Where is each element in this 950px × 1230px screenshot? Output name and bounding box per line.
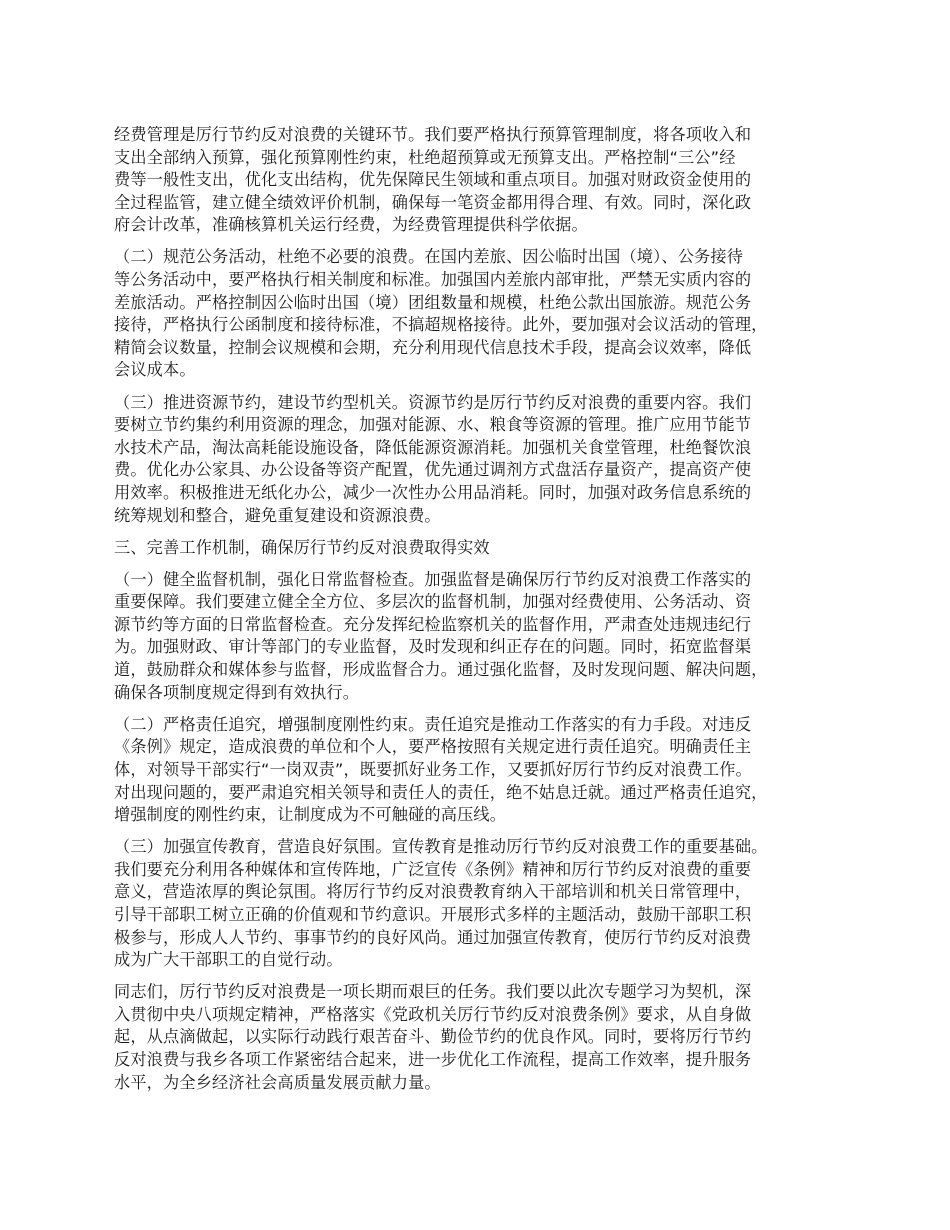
section-heading-work-mechanism: 三、完善工作机制，确保厉行节约反对浪费取得实效 <box>114 537 490 557</box>
paragraph-official-activities: （二）规范公务活动，杜绝不必要的浪费。在国内差旅、因公临时出国（境）、公务接待 等公务活动中，要严格执行相关制度和标准。加强国内差旅内部审批，严禁无实质内容的 差旅活动。严格控制因公临时出国（境）团组数量和规模，杜绝公款出国旅游。规范公务 接待，严格执行公函制度和接待标准，不搞超规格接待。此外，要加强对会议活动的管理， 精简会议数量，控制会议规模和会期，充分利用现代信息技术手段，提高会议效率，降低 会议成本。 <box>114 247 768 380</box>
document-body <box>114 124 854 1104</box>
paragraph-funds-management: 经费管理是厉行节约反对浪费的关键环节。我们要严格执行预算管理制度，将各项收入和 支出全部纳入预算，强化预算刚性约束，杜绝超预算或无预算支出。严格控制“三公”经 费等一般性支出，优化支出结构，优先保障民生领域和重点项目。加强对财政资金使用的 全过程监管，建立健全绩效评价机制，确保每一笔资金都用得合理、有效。同时，深化政 府会计改革，准确核算机关运行经费，为经费管理提供科学依据。 <box>114 125 752 235</box>
paragraph-conclusion: 同志们，厉行节约反对浪费是一项长期而艰巨的任务。我们要以此次专题学习为契机，深 入贯彻中央八项规定精神，严格落实《党政机关厉行节约反对浪费条例》要求，从自身做 起，从点滴做起，以实际行动践行艰苦奋斗、勤俭节约的优良作风。同时，要将厉行节约 反对浪费与我乡各项工作紧密结合起来，进一步优化工作流程，提高工作效率，提升服务 水平，为全乡经济社会高质量发展贡献力量。 <box>114 982 752 1092</box>
paragraph-resource-saving: （三）推进资源节约，建设节约型机关。资源节约是厉行节约反对浪费的重要内容。我们 要树立节约集约利用资源的理念，加强对能源、水、粮食等资源的管理。推广应用节能节 水技术产品，淘汰高耗能设施设备，降低能源资源消耗。加强机关食堂管理，杜绝餐饮浪 费。优化办公家具、办公设备等资产配置，优先通过调剂方式盘活存量资产，提高资产使 用效率。积极推进无纸化办公，减少一次性办公用品消耗。同时，加强对政务信息系统的 统筹规划和整合，避免重复建设和资源浪费。 <box>114 392 752 525</box>
paragraph-publicity-education: （三）加强宣传教育，营造良好氛围。宣传教育是推动厉行节约反对浪费工作的重要基础。 我们要充分利用各种媒体和宣传阵地，广泛宣传《条例》精神和厉行节约反对浪费的重要 意义，营造浓厚的舆论氛围。将厉行节约反对浪费教育纳入干部培训和机关日常管理中， 引导干部职工树立正确的价值观和节约意识。开展形式多样的主题活动，鼓励干部职工积 极参与，形成人人节约、事事节约的良好风尚。通过加强宣传教育，使厉行节约反对浪费 成为广大干部职工的自觉行动。 <box>114 837 768 970</box>
paragraph-accountability: （二）严格责任追究，增强制度刚性约束。责任追究是推动工作落实的有力手段。对违反 《条例》规定，造成浪费的单位和个人，要严格按照有关规定进行责任追究。明确责任主 体，对领导干部实行“一岗双责”，既要抓好业务工作，又要抓好厉行节约反对浪费工作。 对出现问题的，要严肃追究相关领导和责任人的责任，绝不姑息迁就。通过严格责任追究， 增强制度的刚性约束，让制度成为不可触碰的高压线。 <box>114 714 768 825</box>
paragraph-supervision: （一）健全监督机制，强化日常监督检查。加强监督是确保厉行节约反对浪费工作落实的 重要保障。我们要建立健全全方位、多层次的监督机制，加强对经费使用、公务活动、资 源节约等方面的日常监督检查。充分发挥纪检监察机关的监督作用，严肃查处违规违纪行 为。加强财政、审计等部门的专业监督，及时发现和纠正存在的问题。同时，拓宽监督渠 道，鼓励群众和媒体参与监督，形成监督合力。通过强化监督，及时发现问题、解决问题， 确保各项制度规定得到有效执行。 <box>114 569 768 702</box>
